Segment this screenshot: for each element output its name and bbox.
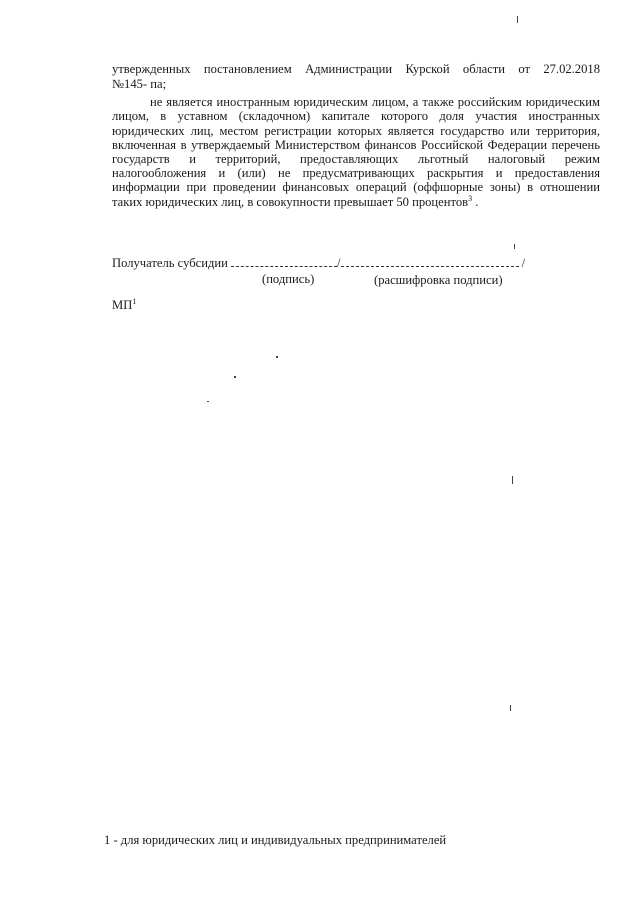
scan-speck	[514, 244, 515, 249]
scan-speck	[276, 356, 278, 358]
recipient-label: Получатель субсидии	[112, 256, 228, 270]
paragraph-2-line-8	[112, 195, 600, 209]
scan-speck	[512, 476, 513, 484]
stamp-label	[112, 298, 136, 312]
decoding-line	[341, 257, 519, 267]
scan-speck	[207, 401, 209, 402]
paragraph-1-line-1: утвержденных постановлением Администрации Курской области от 27.02.2018	[112, 62, 600, 76]
footnote-mark: 1	[104, 833, 111, 847]
signature-end-slash: /	[521, 256, 526, 270]
paragraph-2-line-2: лицом, в уставном (складочном) капитале которого доля участия иностранных	[112, 109, 600, 123]
paragraph-2-line-1: не является иностранным юридическим лицом, а также российским юридическим	[150, 95, 600, 109]
paragraph-1-line-2: №145- па;	[112, 77, 167, 91]
footnote-text: - для юридических лиц и индивидуальных предпринимателей	[113, 833, 447, 847]
footnote-ref-3: 3	[468, 193, 473, 203]
footnote	[104, 833, 446, 847]
paragraph-2-line-4: включенная в утверждаемый Министерством финансов Российской Федерации перечень	[112, 138, 600, 152]
paragraph-2-line-8-end: .	[475, 195, 479, 209]
paragraph-2-line-6: налогообложения и (или) не предусматривающих раскрытия и предоставления	[112, 166, 600, 180]
paragraph-2-line-3: юридических лиц, местом регистрации которых является государство или территория,	[112, 124, 600, 138]
signature-row	[112, 256, 552, 270]
stamp-footnote-ref: 1	[132, 296, 137, 306]
signature-separator: /	[337, 256, 341, 270]
paragraph-2-line-7: информации при проведении финансовых операций (оффшорные зоны) в отношении	[112, 180, 600, 194]
stamp-text: МП	[112, 298, 133, 312]
signature-line	[231, 257, 337, 267]
paragraph-2-line-5: государств и территорий, предоставляющих льготный налоговый режим	[112, 152, 600, 166]
scan-speck	[510, 705, 511, 711]
scan-speck	[517, 16, 518, 23]
paragraph-2-line-8-text: таких юридических лиц, в совокупности превышает 50 процентов	[112, 195, 469, 209]
scan-speck	[234, 376, 236, 378]
signature-caption: (подпись)	[262, 272, 315, 286]
decoding-caption: (расшифровка подписи)	[374, 273, 503, 287]
